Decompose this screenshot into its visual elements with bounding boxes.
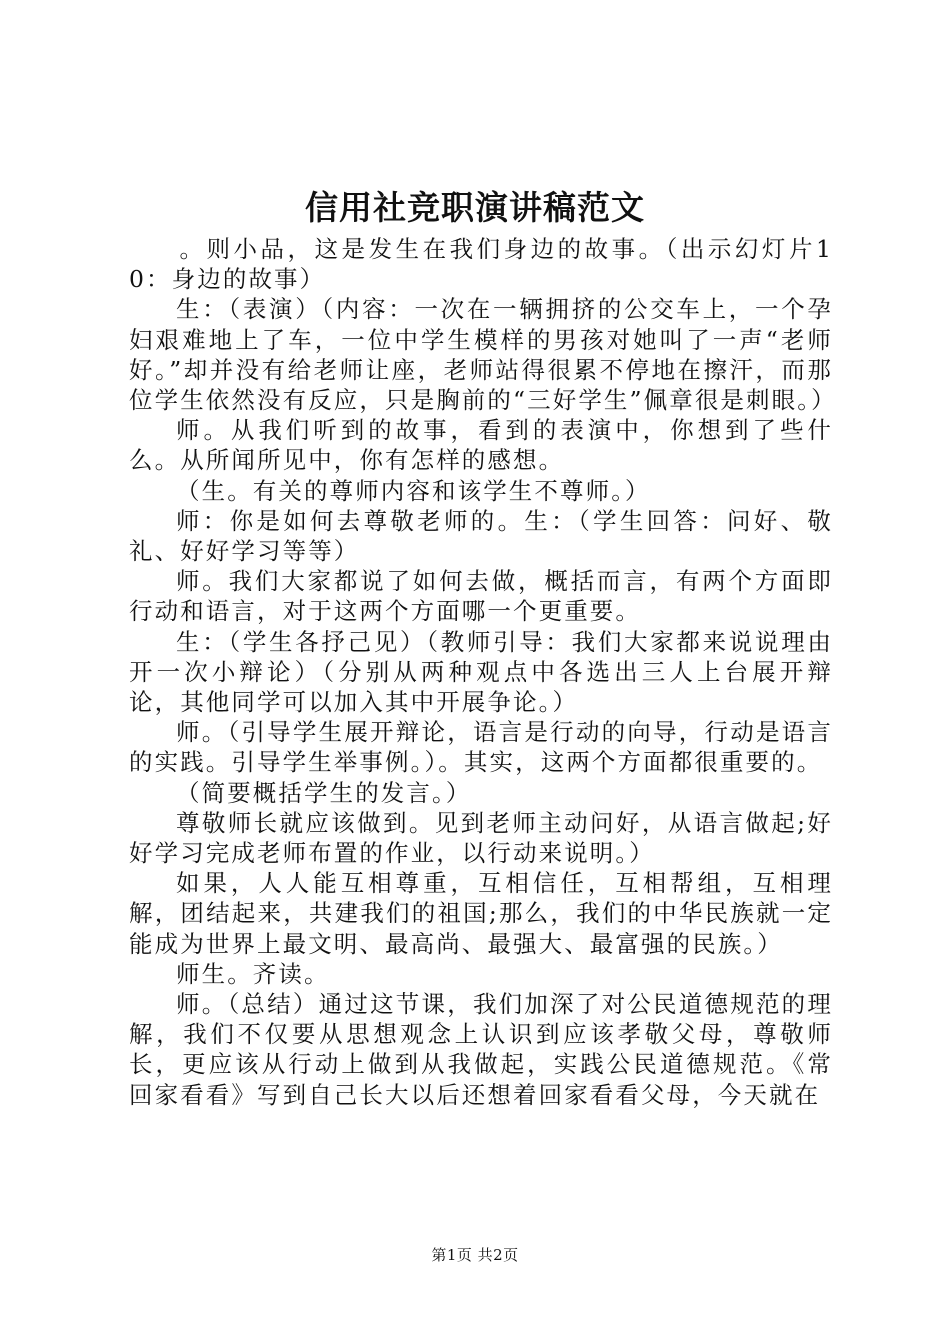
- document-body: [129, 234, 837, 1110]
- paragraph: 。则小品，这是发生在我们身边的故事。（出示幻灯片10：身边的故事）: [129, 235, 833, 294]
- paragraph: 生：（学生各抒己见）（教师引导：我们大家都来说说理由开一次小辩论）（分别从两种观点中各选出三人上台展开辩论，其他同学可以加入其中开展争论。）: [129, 627, 833, 717]
- paragraph: 师：你是如何去尊敬老师的。生：（学生回答：问好、敬礼、好好学习等等）: [129, 506, 833, 566]
- paragraph: 如果，人人能互相尊重，互相信任，互相帮组，互相理解，团结起来，共建我们的祖国;那么，我们的中华民族就一定能成为世界上最文明、最高尚、最强大、最富强的民族。）: [129, 869, 833, 958]
- paragraph: 师。从我们听到的故事，看到的表演中，你想到了些什么。从所闻所见中，你有怎样的感想。: [129, 416, 833, 475]
- paragraph: 尊敬师长就应该做到。见到老师主动问好，从语言做起;好好学习完成老师布置的作业，以行动来说明。）: [129, 808, 833, 868]
- paragraph: 生：（表演）（内容：一次在一辆拥挤的公交车上，一个孕妇艰难地上了车，一位中学生模样的男孩对她叫了一声“老师好。”却并没有给老师让座，老师站得很累不停地在擦汗，而那位学生依然没有反应，只是胸前的“三好学生”佩章很是刺眼。）: [129, 295, 837, 415]
- paragraph: 师。我们大家都说了如何去做，概括而言，有两个方面即行动和语言，对于这两个方面哪一个更重要。: [129, 567, 833, 626]
- paragraph: 师。（引导学生展开辩论，语言是行动的向导，行动是语言的实践。引导学生举事例。）。其实，这两个方面都很重要的。: [129, 718, 833, 777]
- page-number-footer: 第1页 共2页: [431, 1246, 519, 1264]
- paragraph: 师生。齐读。: [176, 959, 330, 988]
- paragraph: （生。有关的尊师内容和该学生不尊师。）: [176, 476, 651, 505]
- paragraph: （简要概括学生的发言。）: [176, 778, 472, 807]
- document-title: 信用社竞职演讲稿范文: [305, 188, 645, 227]
- paragraph: 师。（总结）通过这节课，我们加深了对公民道德规范的理解，我们不仅要从思想观念上认识到应该孝敬父母，尊敬师长，更应该从行动上做到从我做起，实践公民道德规范。《常回家看看》写到自己长大以后还想着回家看看父母，今天就在: [129, 990, 833, 1109]
